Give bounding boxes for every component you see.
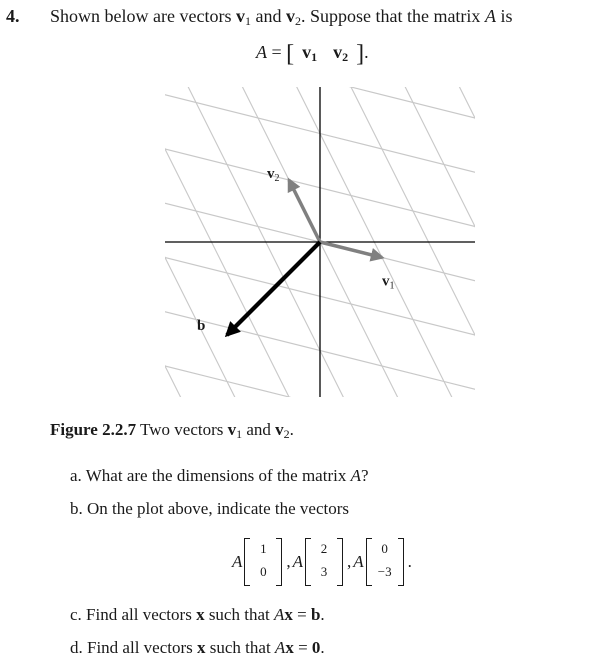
column-vector-1: 1 0 <box>244 538 282 586</box>
problem-number: 4. <box>6 6 20 26</box>
problem-intro: Shown below are vectors $v_1$ and $v_2$. Suppose that the matrix A is <box>50 6 513 28</box>
vector-v2-label: $v_2$ <box>267 166 280 184</box>
part-a: a. What are the dimensions of the matrix A? <box>70 466 369 485</box>
vector-v1-arrow <box>320 242 382 258</box>
vector-v1-label: $v_1$ <box>382 273 395 292</box>
matrix-definition: A = [ $v_1$ $v_2$ ]. <box>256 41 369 67</box>
part-c: c. Find all vectors x such that Ax = b. <box>70 605 325 624</box>
matrix-products: A 1 0 , A 2 3 , A 0 −3 . <box>232 537 414 587</box>
vector-plot <box>160 82 480 402</box>
part-d: d. Find all vectors x such that Ax = 0. <box>70 638 325 657</box>
vector-v2-arrow <box>289 180 320 242</box>
column-vector-2: 2 3 <box>305 538 343 586</box>
vector-b-arrow <box>227 242 320 335</box>
vector-b-label: b <box>197 318 206 334</box>
part-b: b. On the plot above, indicate the vectors <box>70 499 349 518</box>
column-vector-3: 0 −3 <box>366 538 404 586</box>
figure-caption: Figure 2.2.7 Two vectors $v_1$ and $v_2$. <box>50 420 294 441</box>
